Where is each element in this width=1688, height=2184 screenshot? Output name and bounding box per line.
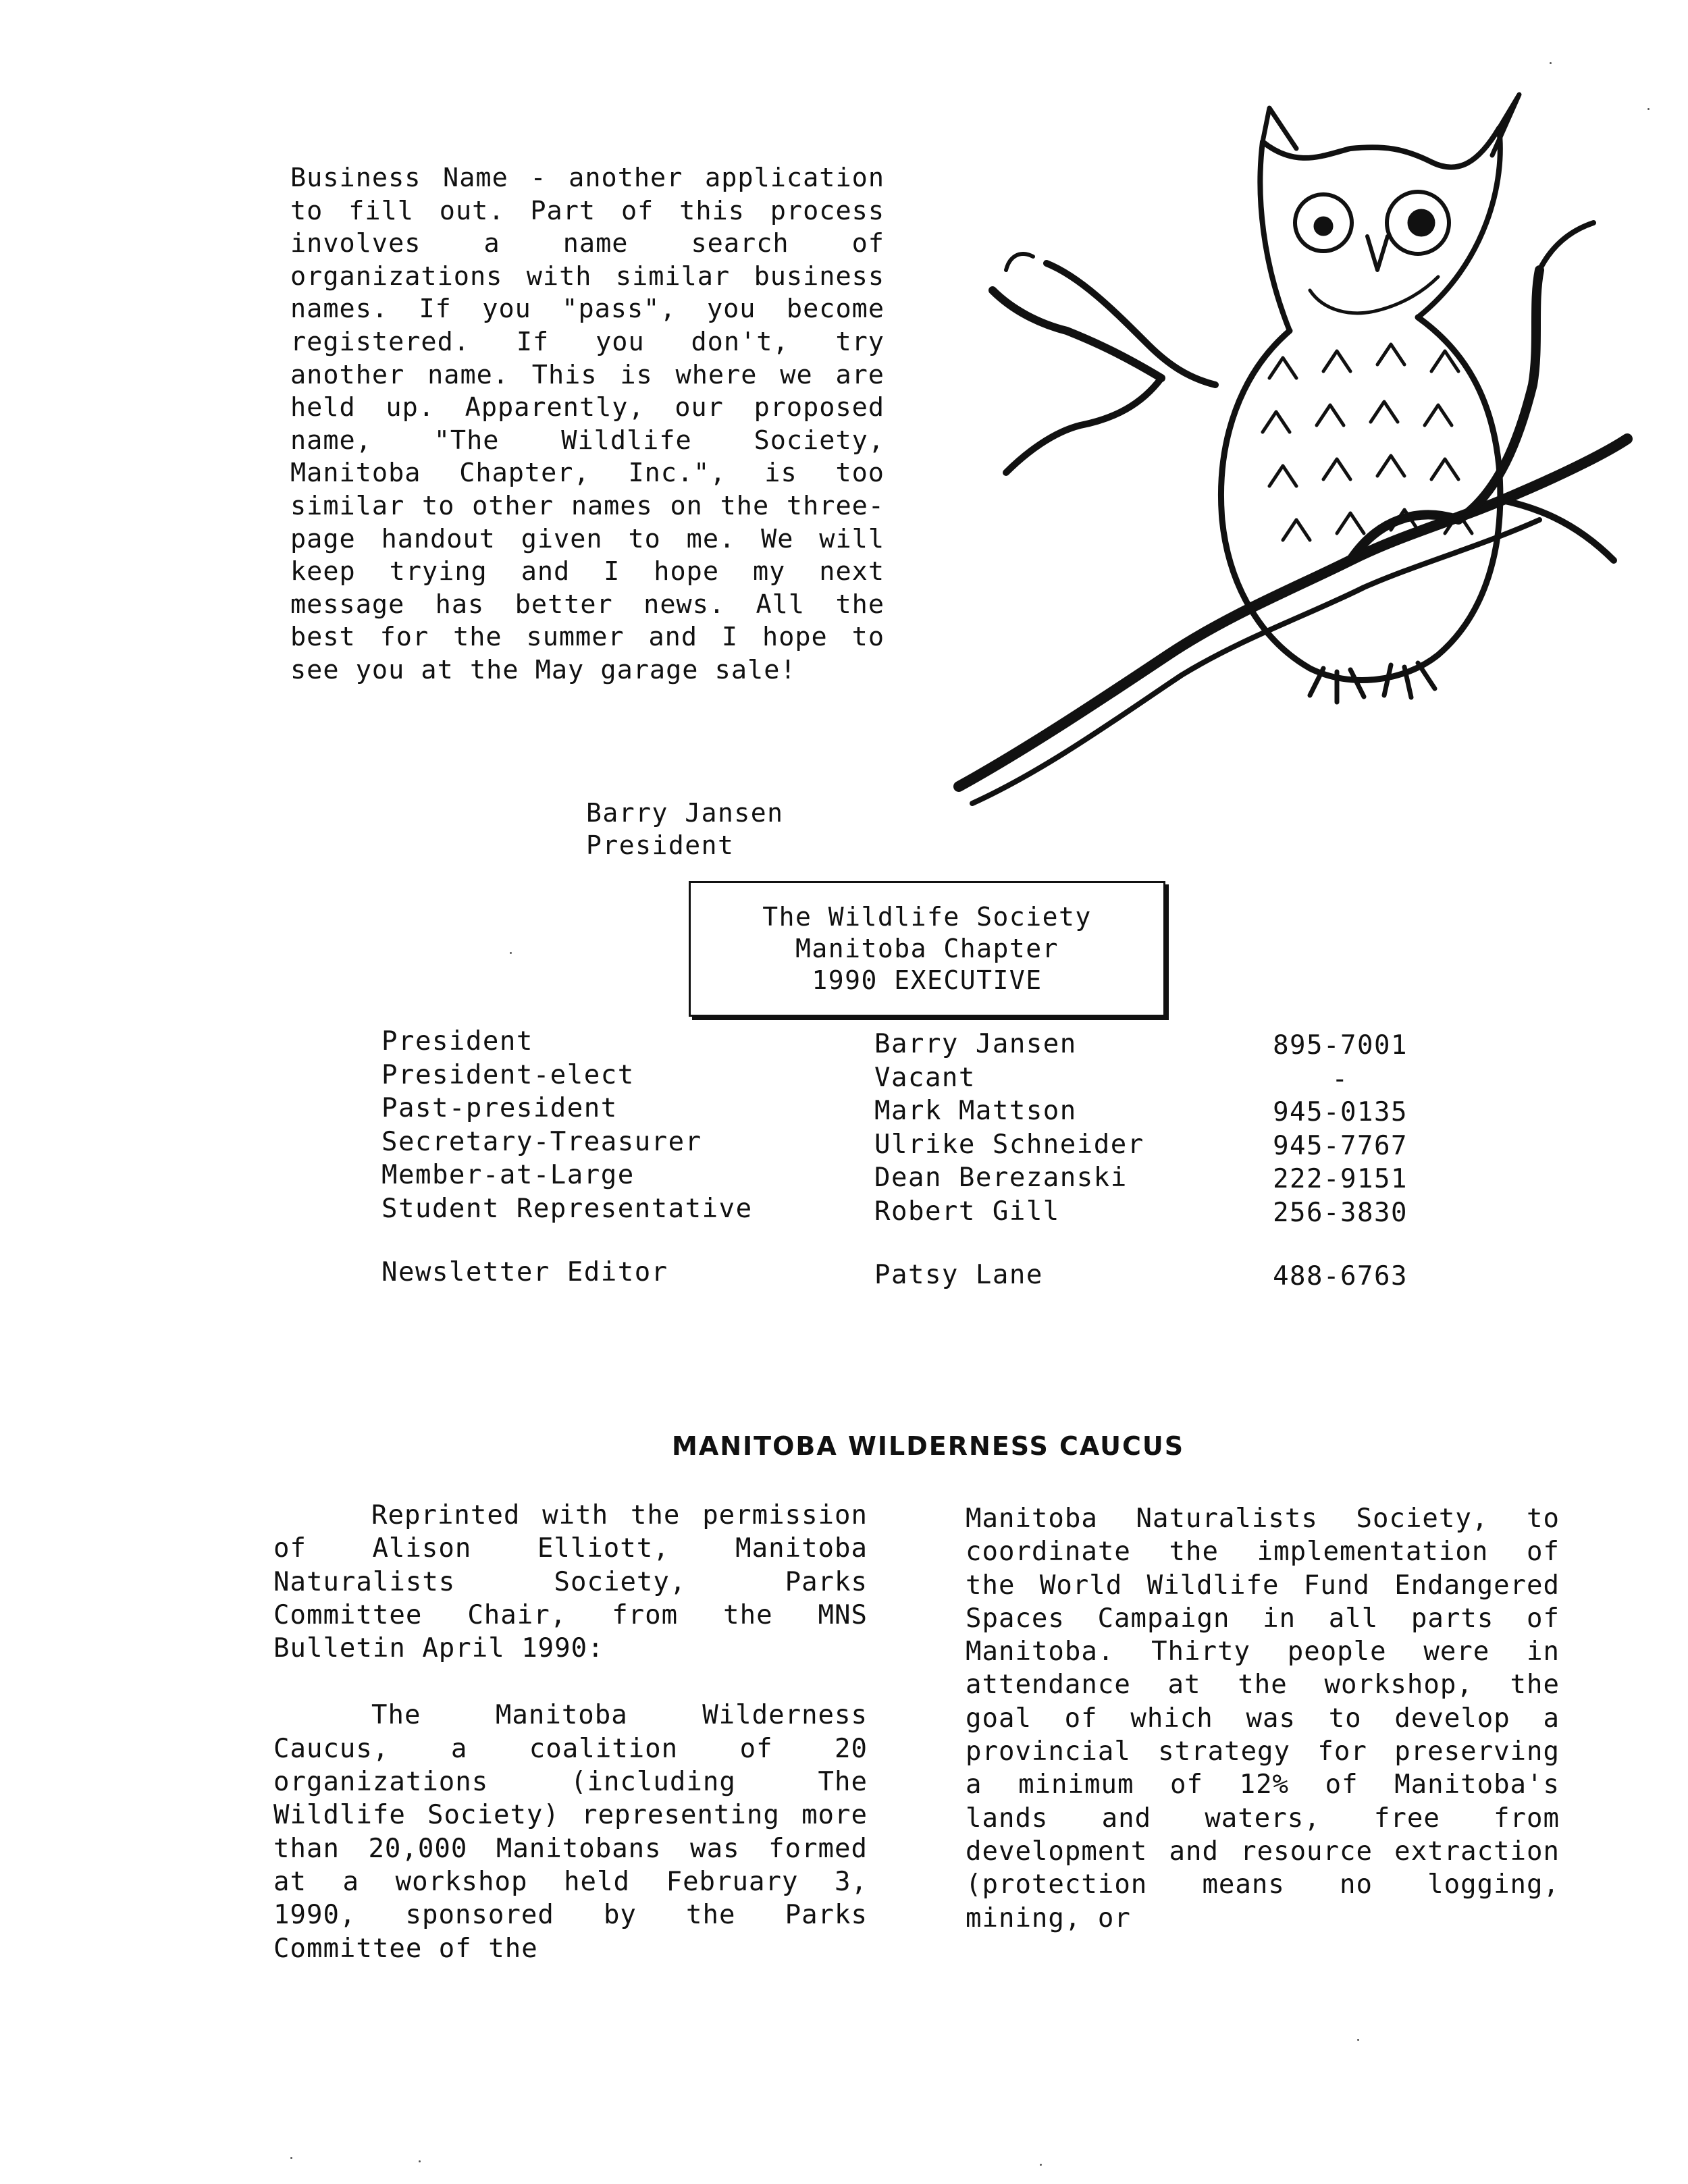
executive-role: President-elect — [381, 1059, 635, 1090]
executive-name: Ulrike Schneider — [874, 1129, 1144, 1160]
signature-block — [586, 797, 784, 861]
executive-name: Robert Gill — [874, 1196, 1060, 1227]
editor-phone: 488-6763 — [1273, 1261, 1408, 1291]
scan-speck — [1550, 62, 1552, 64]
executive-role: Secretary-Treasurer — [381, 1126, 702, 1157]
executive-box-line-2: Manitoba Chapter — [795, 934, 1059, 963]
executive-phone: 945-7767 — [1273, 1130, 1408, 1161]
scan-speck — [290, 2157, 292, 2159]
executive-role: President — [381, 1026, 533, 1057]
executive-name: Barry Jansen — [874, 1029, 1077, 1059]
editor-name: Patsy Lane — [874, 1260, 1043, 1290]
executive-box-line-1: The Wildlife Society — [762, 902, 1092, 932]
article-column-right — [966, 1502, 1560, 1935]
executive-name: Vacant — [874, 1062, 976, 1093]
executive-role: Student Representative — [381, 1193, 753, 1224]
article-intro: Reprinted with the permission of Alison Elliott, Manitoba Naturalists Society, Parks Committee Chair, from the MNS Bulletin April 1990: — [273, 1500, 868, 1664]
signature-name: Barry Jansen — [586, 798, 784, 828]
president-message: Business Name - another application to fill out. Part of this process involves a name search of organizations with similar business names. If you "pass", you become registered. If you don't, try another name. This is where we are held up. Apparently, our proposed name, "The Wildlife Society, Manitoba Chapter, Inc.", is too similar to other names on the three-page handout given to me. We will keep trying and I hope my next message has better news. All the best for the summer and I hope to see you at the May garage sale! — [290, 163, 885, 685]
caucus-heading: MANITOBA WILDERNESS CAUCUS — [672, 1431, 1185, 1461]
scan-speck — [419, 2160, 421, 2162]
article-body-left: The Manitoba Wilderness Caucus, a coalition of 20 organizations (including The Wildlife Society) representing more than 20,000 Manitobans was formed at a workshop held February 3, 1990, sponsored by the Parks Committee of the — [273, 1700, 868, 1964]
executive-box-line-3: 1990 EXECUTIVE — [812, 965, 1043, 995]
owl-illustration — [945, 88, 1634, 857]
signature-title: President — [586, 830, 735, 860]
scan-speck — [1357, 2039, 1359, 2041]
scan-speck — [1040, 2164, 1042, 2166]
scan-speck — [1647, 108, 1650, 110]
executive-phone: 222-9151 — [1273, 1164, 1408, 1194]
executive-role: Past-president — [381, 1093, 618, 1123]
executive-role: Member-at-Large — [381, 1160, 635, 1190]
article-column-left — [273, 1499, 868, 1965]
executive-phone: 256-3830 — [1273, 1197, 1408, 1228]
executive-name: Mark Mattson — [874, 1096, 1077, 1126]
executive-name: Dean Berezanski — [874, 1163, 1128, 1193]
executive-phone: - — [1331, 1063, 1349, 1094]
executive-title-box — [689, 881, 1165, 1017]
article-body-right: Manitoba Naturalists Society, to coordinate the implementation of the World Wildlife Fund Endangered Spaces Campaign in all parts of Manitoba. Thirty people were in attendance at the workshop, the goal of which was to develop a provincial strategy for preserving a minimum of 12% of Manitoba's lands and waters, free from development and resource extraction (protection means no logging, mining, or — [966, 1503, 1560, 1934]
executive-phone: 895-7001 — [1273, 1030, 1408, 1061]
scan-speck — [510, 952, 512, 954]
editor-role: Newsletter Editor — [381, 1257, 668, 1287]
executive-phone: 945-0135 — [1273, 1097, 1408, 1127]
